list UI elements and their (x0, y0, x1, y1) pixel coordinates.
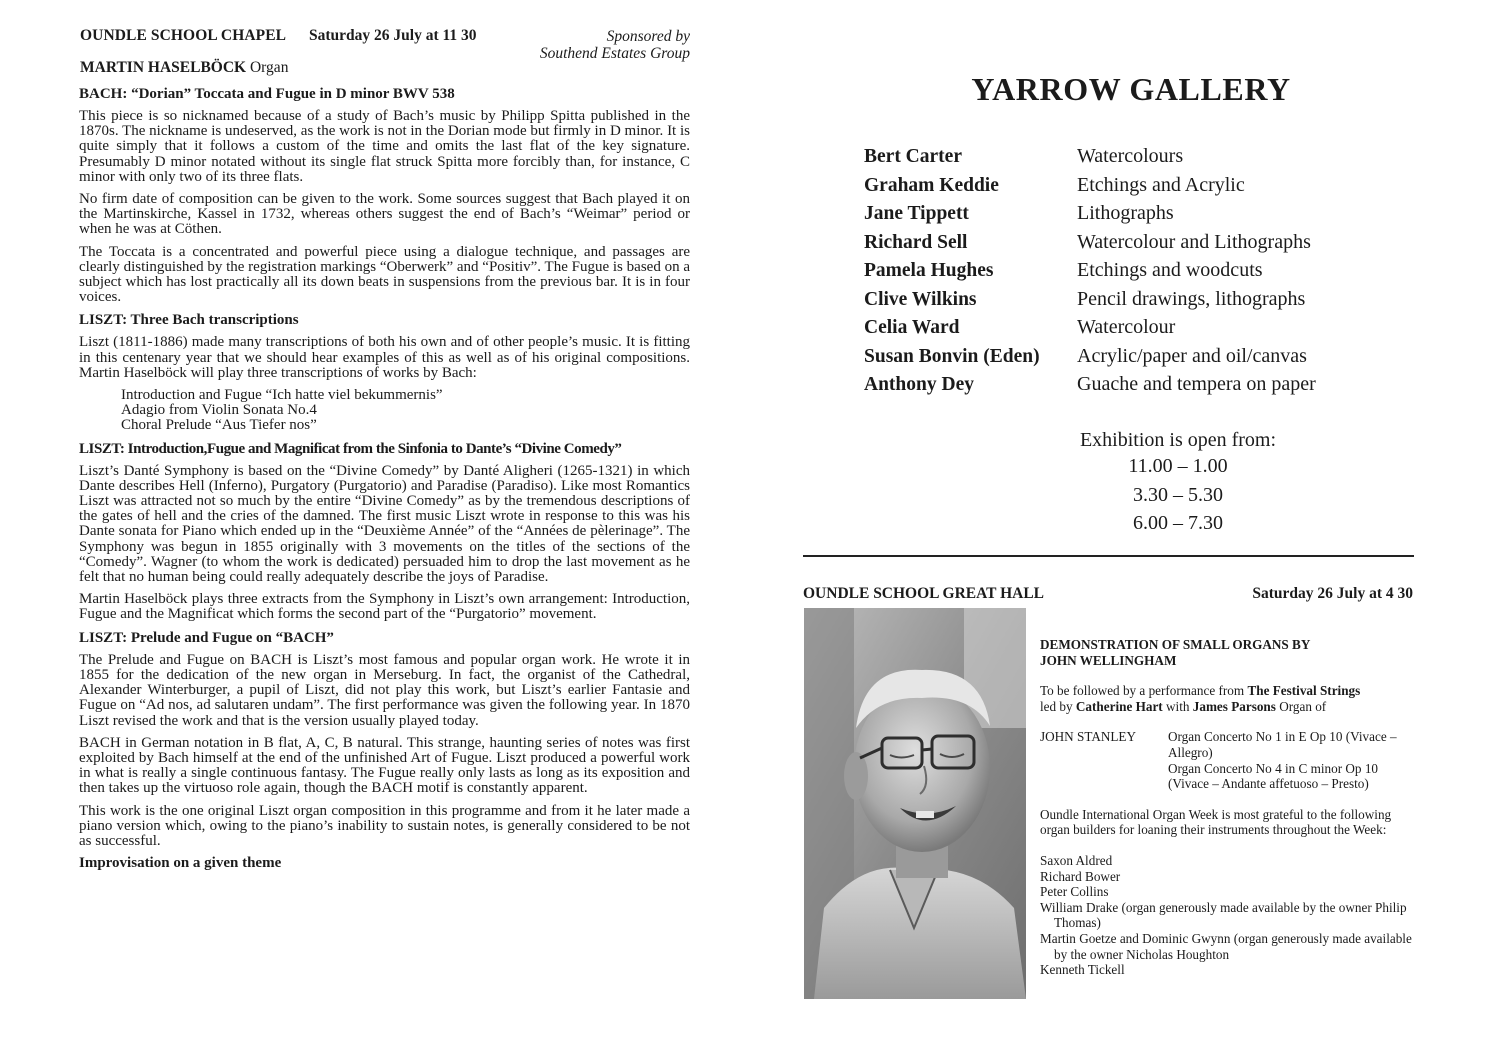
artist-medium: Acrylic/paper and oil/canvas (1077, 344, 1307, 367)
transcription-list (79, 388, 690, 434)
performer-name: MARTIN HASELBÖCK (80, 59, 247, 76)
section-paragraph: The Toccata is a concentrated and powerful piece using a dialogue technique, and passages are clearly distinguished by the registration markings “Oberwerk” and “Positiv”. The Fugue is based on a subject which has lost practically all its down beats in suspensions from the previous bar. It is in four voices. (79, 243, 690, 306)
followed-text: led by (1040, 698, 1076, 714)
final-item: Improvisation on a given theme (79, 855, 282, 872)
section-heading: LISZT: Three Bach transcriptions (79, 312, 299, 329)
work-item: Organ Concerto No 4 in C minor Op 10 (Vivace – Andante affetuoso – Presto) (1168, 760, 1379, 792)
leader-name: Catherine Hart (1075, 698, 1163, 714)
artist-row (864, 231, 1484, 260)
work-item: Organ Concerto No 1 in E Op 10 (Vivace – Allegro) (1168, 729, 1397, 760)
opening-title: Exhibition is open from: (1079, 429, 1277, 451)
opening-time: 3.30 – 5.30 (1133, 483, 1223, 506)
artist-row (864, 288, 1484, 317)
organist-name: James Parsons (1192, 698, 1276, 714)
demonstration-line: JOHN WELLINGHAM (1040, 652, 1177, 668)
artist-row (864, 316, 1484, 345)
artist-medium: Watercolour and Lithographs (1077, 230, 1311, 253)
artist-row (864, 145, 1484, 174)
artist-row (864, 259, 1484, 288)
artist-medium: Watercolour (1077, 316, 1176, 338)
artist-name: Clive Wilkins (864, 288, 977, 310)
section-paragraph: Martin Haselböck plays three extracts from the Symphony in Liszt’s own arrangement: Introduction, Fugue and the Magnificat which forms the second part of the “Purgatorio” movement. (79, 591, 690, 623)
section-paragraph: BACH in German notation in B flat, A, C, B natural. This strange, haunting series of notes was first exploited by Bach himself at the end of the unfinished Art of Fugue. Liszt produced a powerful work in what is really a single continuous fantasy. The Fugue really only lasts as long as its exposition and then takes up the virtuoso role again, though the BACH motif is constantly apparent. (79, 734, 690, 797)
followed-text: Organ of (1275, 698, 1327, 714)
builder-item: Saxon Aldred (1040, 852, 1113, 868)
works-list (1168, 729, 1416, 791)
portrait-photo (804, 608, 1026, 999)
demonstration-line: DEMONSTRATION OF SMALL ORGANS BY (1040, 637, 1311, 652)
artist-medium: Watercolours (1077, 145, 1184, 167)
composer-name: JOHN STANLEY (1040, 729, 1137, 745)
thanks-text: Oundle International Organ Week is most grateful to the following organ builders for loaning their instruments throughout the Week: (1040, 806, 1392, 838)
section-heading: LISZT: Introduction,Fugue and Magnificat from the Sinfonia to Dante’s “Divine Comedy” (79, 440, 622, 457)
artist-name: Graham Keddie (864, 174, 999, 196)
sponsor-credit (540, 28, 690, 62)
section-paragraph: This work is the one original Liszt organ composition in this programme and from it he later made a piano version which, owing to the piano’s inability to sustain notes, is generally considered to be not as successful. (79, 802, 690, 849)
ensemble-name: The Festival Strings (1247, 683, 1361, 699)
artist-medium: Pencil drawings, lithographs (1077, 287, 1306, 310)
builder-item: Kenneth Tickell (1040, 962, 1125, 978)
builder-item: Richard Bower (1040, 868, 1121, 884)
performer-instrument: Organ (249, 59, 289, 76)
artist-medium: Etchings and Acrylic (1077, 173, 1245, 196)
opening-times (750, 428, 1500, 538)
artist-name: Bert Carter (864, 146, 962, 167)
artist-name: Pamela Hughes (864, 260, 994, 281)
list-item: Introduction and Fugue “Ich hatte viel bekummernis” (121, 387, 443, 404)
artist-medium: Lithographs (1077, 202, 1174, 224)
artist-name: Richard Sell (864, 231, 968, 253)
followed-text: To be followed by a performance from (1040, 683, 1248, 699)
opening-time: 11.00 – 1.00 (1128, 455, 1228, 477)
section-heading: LISZT: Prelude and Fugue on “BACH” (79, 629, 334, 646)
concert-venue: OUNDLE SCHOOL CHAPEL (80, 27, 287, 44)
gallery-title: YARROW GALLERY (971, 71, 1291, 107)
builders-list (1040, 853, 1416, 978)
artist-row (864, 373, 1484, 402)
section-paragraph: Liszt (1811-1886) made many transcriptions of both his own and of other people’s music. It is fitting in this centenary year that we should hear examples of this as well as of his original compositions. Martin Haselböck will play three transcriptions of works by Bach: (79, 334, 690, 381)
sponsor-name: Southend Estates Group (539, 45, 690, 62)
artist-row (864, 345, 1484, 374)
followed-text: with (1162, 698, 1193, 714)
artist-medium: Guache and tempera on paper (1077, 373, 1316, 395)
stanley-works (1040, 729, 1416, 791)
list-item: Choral Prelude “Aus Tiefer nos” (121, 417, 317, 434)
builder-item: Martin Goetze and Dominic Gwynn (organ generously made available by the owner Nicholas Houghton (1040, 930, 1412, 962)
section-paragraph: No firm date of composition can be given to the work. Some sources suggest that Bach played it on the Martinskirche, Kassel in 1732, whereas others suggest the end of Bach’s “Weimar” period or when he was at Cöthen. (79, 191, 690, 238)
builder-item: Peter Collins (1040, 884, 1109, 900)
divider (803, 555, 1414, 557)
section-paragraph: Liszt’s Danté Symphony is based on the “Divine Comedy” by Danté Aligheri (1265-1321) in which Dante describes Hell (Inferno), Purgatory (Purgatorio) and Paradise (Paradiso). Like most Romantics Liszt was attracted not so much by the entire “Divine Comedy” as by the tremendous descriptions of the gates of hell and the cries of the damned. The first music Liszt wrote in response to this was his Dante sonata for Piano which ended up in the “Deuxième Année” of the “Années de pèlerinage”. The Symphony was begun in 1855 originally with 3 movements on the titles of the sections of the “Comedy”. Wagner (to whom the work is dedicated) persuaded him to drop the last movement as he felt that no human being could really adequately describe the joys of Paradise. (79, 462, 690, 586)
artist-name: Susan Bonvin (Eden) (864, 345, 1040, 367)
section-paragraph: This piece is so nicknamed because of a study of Bach’s music by Philipp Spitta published in the 1870s. The nickname is undeserved, as the work is not in the Dorian mode but firmly in D minor. It is quite simply that it follows a custom of the time and omits the last flat of the key signature. Presumably D minor notated without its single flat struck Spitta more forcibly than, for instance, C minor with only two of its three flats. (79, 108, 690, 185)
right-page (750, 0, 1500, 1061)
performer (80, 59, 288, 77)
hall-date: Saturday 26 July at 4 30 (1252, 585, 1413, 602)
followed-by-text (1040, 683, 1416, 714)
artist-list (864, 145, 1484, 402)
list-item: Adagio from Violin Sonata No.4 (121, 402, 317, 419)
demonstration-title (1040, 637, 1416, 668)
artist-medium: Etchings and woodcuts (1077, 259, 1263, 281)
section-paragraph: The Prelude and Fugue on BACH is Liszt’s most famous and popular organ work. He wrote it in 1855 for the dedication of the new organ in Merseburg. In fact, the organist of the Cathedral, Alexander Winterburger, a pupil of Liszt, did not play this work, but Liszt’s earlier Fantasie and Fugue on “Ad nos, ad salutaren undam”. The first performance was given the following year. In 1870 Liszt revised the work and that is the version usually played today. (79, 651, 690, 729)
section-heading: BACH: “Dorian” Toccata and Fugue in D minor BWV 538 (79, 86, 455, 102)
programme-notes (79, 86, 690, 871)
concert-date: Saturday 26 July at 11 30 (309, 27, 477, 44)
hall-details (1040, 637, 1416, 978)
sponsor-line: Sponsored by (606, 28, 690, 45)
artist-row (864, 202, 1484, 231)
hall-venue: OUNDLE SCHOOL GREAT HALL (803, 585, 1045, 602)
artist-name: Jane Tippett (864, 203, 969, 224)
artist-name: Celia Ward (864, 317, 960, 338)
builder-item: William Drake (organ generously made available by the owner Philip Thomas) (1040, 899, 1407, 931)
opening-time: 6.00 – 7.30 (1133, 512, 1223, 534)
artist-name: Anthony Dey (864, 374, 974, 395)
artist-row (864, 174, 1484, 203)
